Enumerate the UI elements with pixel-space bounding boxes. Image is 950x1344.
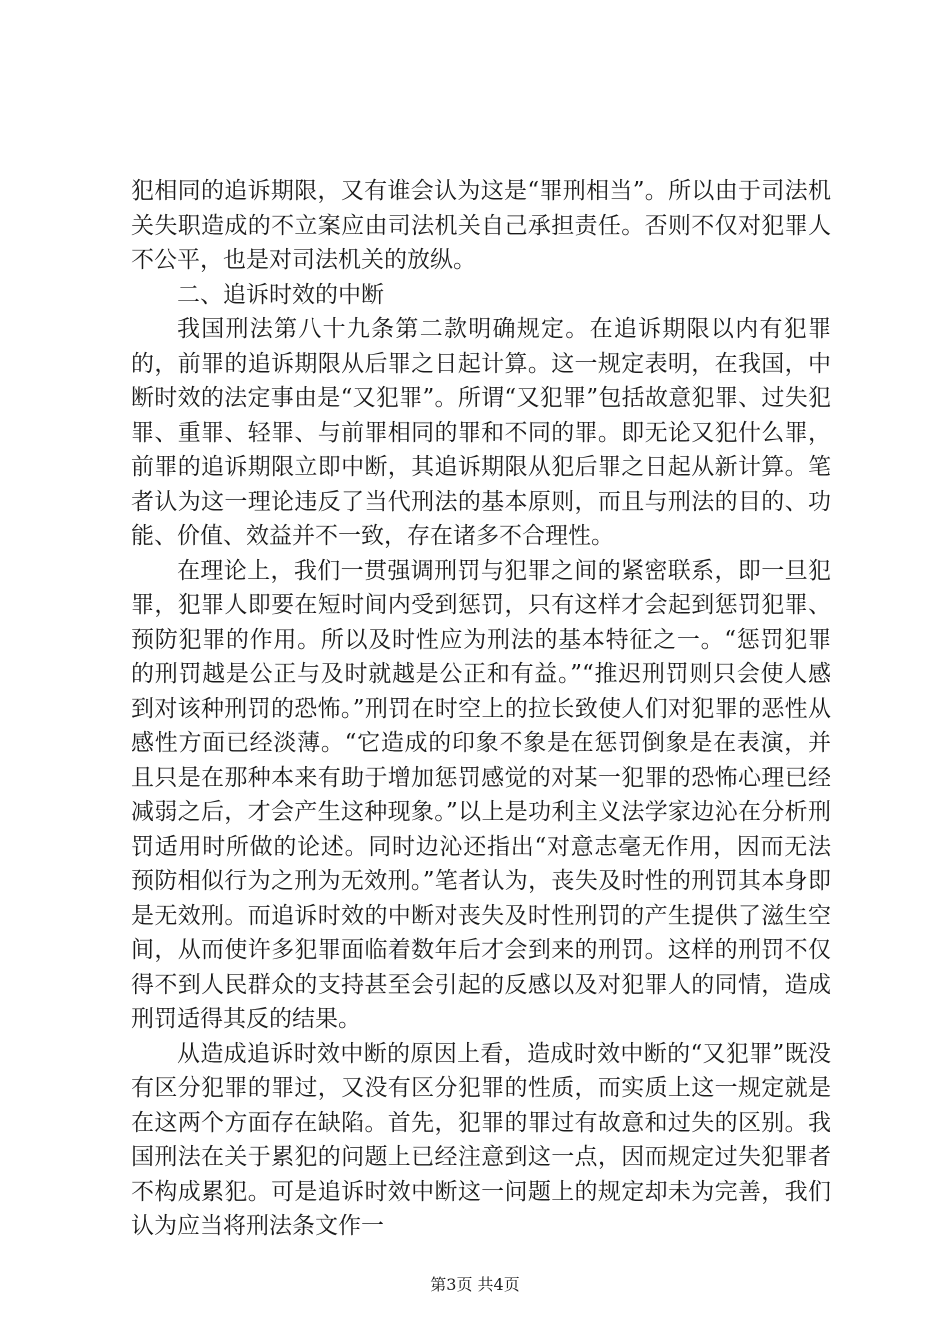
paragraph-4: 从造成追诉时效中断的原因上看，造成时效中断的“又犯罪”既没有区分犯罪的罪过，又没有区分犯罪的性质，而实质上这一规定就是在这两个方面存在缺陷。首先，犯罪的罪过有故意和过失的区别。我国刑法在关于累犯的问题上已经注意到这一点，因而规定过失犯罪者不构成累犯。可是追诉时效中断这一问题上的规定却未为完善，我们认为应当将刑法条文作一: [131, 1040, 831, 1239]
paragraph-3: 在理论上，我们一贯强调刑罚与犯罪之间的紧密联系，即一旦犯罪，犯罪人即要在短时间内受到惩罚，只有这样才会起到惩罚犯罪、预防犯罪的作用。所以及时性应为刑法的基本特征之一。“惩罚犯罪的刑罚越是公正与及时就越是公正和有益。”“推迟刑罚则只会使人感到对该种刑罚的恐怖。”刑罚在时空上的拉长致使人们对犯罪的恶性从感性方面已经淡薄。“它造成的印象不象是在惩罚倒象是在表演，并且只是在那种本来有助于增加惩罚感觉的对某一犯罪的恐怖心理已经减弱之后，才会产生这种现象。”以上是功利主义法学家边沁在分析刑罚适用时所做的论述。同时边沁还指出“对意志毫无作用，因而无法预防相似行为之刑为无效刑。”笔者认为，丧失及时性的刑罚其本身即是无效刑。而追诉时效的中断对丧失及时性刑罚的产生提供了滋生空间，从而使许多犯罪面临着数年后才会到来的刑罚。这样的刑罚不仅得不到人民群众的支持甚至会引起的反感以及对犯罪人的同情，造成刑罚适得其反的结果。: [131, 557, 831, 1032]
document-body: [131, 174, 831, 1244]
section-heading: 二、追诉时效的中断: [177, 281, 384, 308]
paragraph-1: 犯相同的追诉期限，又有谁会认为这是“罪刑相当”。所以由于司法机关失职造成的不立案应由司法机关自己承担责任。否则不仅对犯罪人不公平，也是对司法机关的放纵。: [131, 178, 831, 273]
page-footer: 第3页 共4页: [430, 1275, 520, 1294]
paragraph-2: 我国刑法第八十九条第二款明确规定。在追诉期限以内有犯罪的，前罪的追诉期限从后罪之日起计算。这一规定表明，在我国，中断时效的法定事由是“又犯罪”。所谓“又犯罪”包括故意犯罪、过失犯罪、重罪、轻罪、与前罪相同的罪和不同的罪。即无论又犯什么罪，前罪的追诉期限立即中断，其追诉期限从犯后罪之日起从新计算。笔者认为这一理论违反了当代刑法的基本原则，而且与刑法的目的、功能、价值、效益并不一致，存在诸多不合理性。: [131, 316, 831, 549]
